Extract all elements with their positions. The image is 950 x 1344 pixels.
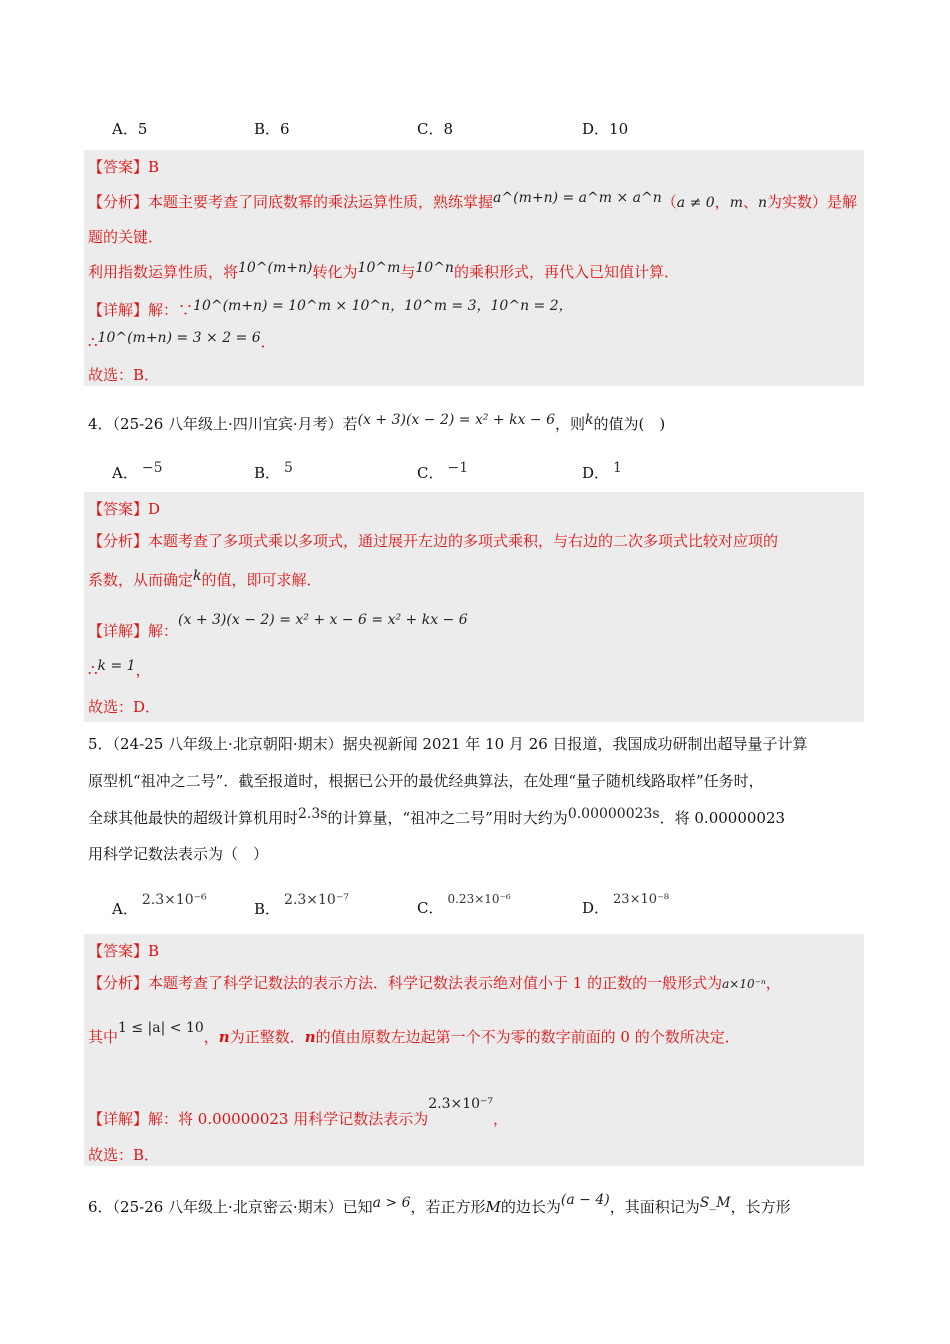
- q5-stem-line4: 用科学记数法表示为（ ）: [88, 845, 269, 863]
- analysis-var: n: [218, 1028, 230, 1046]
- analysis-formula: a×10⁻ⁿ: [722, 977, 766, 991]
- q4-option-b: [254, 460, 293, 483]
- analysis-tag: 【分析】: [88, 193, 149, 211]
- q5-stem-formula: 2.3s: [298, 806, 328, 822]
- option-math: 5: [284, 460, 293, 476]
- analysis-text: 为实数）是解: [767, 193, 858, 211]
- analysis-text: ，: [714, 193, 730, 211]
- analysis-formula: 10^m: [357, 260, 401, 276]
- q4-analysis-line2: [88, 568, 322, 590]
- q5-stem-text: 全球其他最快的超级计算机用时: [88, 809, 299, 827]
- analysis-text: 的乘积形式，再代入已知值计算．: [453, 263, 679, 281]
- q4-choose: 故选：D．: [88, 698, 161, 716]
- analysis-formula: 10^(m+n): [238, 260, 313, 276]
- therefore-end: ．: [260, 333, 276, 351]
- q6-stem-formula: (a − 4): [560, 1192, 610, 1208]
- q5-option-a: [112, 892, 207, 919]
- analysis-formula: 10^n: [415, 260, 454, 276]
- analysis-text: 转化为: [312, 263, 358, 281]
- q6-stem-text: 6．（25-26 八年级上·北京密云·期末）已知: [88, 1198, 373, 1216]
- q4-analysis: [88, 530, 778, 551]
- q3-option-b: B．6: [254, 120, 290, 138]
- q5-option-c: [417, 892, 511, 918]
- q3-answer-box: [84, 150, 864, 386]
- analysis-formula: a^(m+n) = a^m × a^n: [493, 190, 662, 206]
- q5-answer-box: [84, 934, 864, 1166]
- analysis-text: （: [661, 193, 677, 211]
- q5-option-d: [582, 892, 669, 918]
- analysis-text: 、: [742, 193, 758, 211]
- analysis-text: 本题考查了多项式乘以多项式，通过展开左边的多项式乘积，与右边的二次多项式比较对应项的: [148, 532, 779, 550]
- analysis-text: 其中: [88, 1028, 119, 1046]
- q3-detail: [88, 295, 573, 320]
- q4-therefore: [88, 658, 151, 680]
- q5-analysis-line2: [88, 1020, 740, 1047]
- q4-stem-var: k: [585, 412, 594, 428]
- analysis-text: 利用指数运算性质，将: [88, 263, 239, 281]
- detail-formula: 10^(m+n) = 10^m × 10^n，10^m = 3，10^n = 2，: [193, 298, 573, 314]
- option-label: B．: [254, 900, 281, 918]
- q5-options: [112, 892, 872, 920]
- q4-stem-formula: (x + 3)(x − 2) = x² + kx − 6: [357, 412, 555, 428]
- q3-option-a: A．5: [112, 120, 148, 138]
- q6-stem-text: ，其面积记为: [609, 1198, 700, 1216]
- option-math: 2.3×10⁻⁷: [284, 892, 349, 908]
- q5-detail: [88, 1096, 508, 1129]
- analysis-text: 系数，从而确定: [88, 571, 194, 589]
- detail-tag: 【详解】: [88, 301, 149, 319]
- option-label: C．: [417, 464, 444, 482]
- option-label: C．: [417, 899, 444, 917]
- q4-stem: [88, 412, 665, 434]
- analysis-tag: 【分析】: [88, 532, 149, 550]
- q5-stem-formula: 0.00000023s: [567, 806, 660, 822]
- q4-options: [112, 460, 872, 488]
- option-label: D．: [582, 464, 610, 482]
- q6-stem-var: M: [485, 1198, 501, 1216]
- q5-stem-line2: 原型机“祖冲之二号”．截至报道时，根据已公开的最优经典算法，在处理“量子随机线路取样”任务时，: [88, 772, 764, 790]
- detail-formula: 2.3×10⁻⁷: [428, 1096, 494, 1112]
- q3-choose: 故选：B．: [88, 366, 160, 384]
- q3-therefore: [88, 330, 276, 352]
- detail-text: 解：∵: [148, 301, 194, 319]
- analysis-var: m: [729, 195, 743, 211]
- q6-stem-formula: a > 6: [372, 1195, 411, 1211]
- option-math: 0.23×10⁻⁶: [447, 892, 511, 906]
- q3-analysis-line2: 题的关键．: [88, 228, 164, 246]
- detail-text: ，: [493, 1110, 509, 1128]
- analysis-text: ，: [765, 974, 781, 992]
- detail-tag: 【详解】: [88, 622, 149, 640]
- q4-stem-text: ，则: [555, 415, 586, 433]
- analysis-text: ，: [203, 1028, 219, 1046]
- option-math: 1: [613, 460, 622, 476]
- q5-stem-line3: [88, 806, 785, 828]
- q5-choose: 故选：B．: [88, 1146, 160, 1164]
- q4-stem-text: 4．（25-26 八年级上·四川宜宾·月考）若: [88, 415, 358, 433]
- q4-detail: [88, 612, 468, 641]
- q3-analysis-line3: [88, 260, 679, 282]
- analysis-text: 本题考查了科学记数法的表示方法．科学记数法表示绝对值小于 1 的正数的一般形式为: [148, 974, 723, 992]
- q5-analysis: [88, 972, 781, 993]
- option-math: −5: [141, 460, 163, 476]
- q4-answer: 【答案】D: [88, 500, 161, 518]
- q5-stem-line1: 5．（24-25 八年级上·北京朝阳·期末）据央视新闻 2021 年 10 月 26 日报道，我国成功研制出超导量子计算: [88, 735, 808, 753]
- detail-text: 解：: [148, 622, 179, 640]
- detail-formula: (x + 3)(x − 2) = x² + x − 6 = x² + kx − 6: [178, 612, 468, 628]
- q6-stem-text: 的边长为: [500, 1198, 561, 1216]
- option-label: D．: [582, 899, 610, 917]
- q3-option-d: D．10: [582, 120, 629, 138]
- q6-stem-text: ，长方形: [730, 1198, 791, 1216]
- option-math: 23×10⁻⁸: [613, 892, 670, 907]
- therefore-symbol: ∴: [88, 661, 98, 679]
- detail-text: 解：将 0.00000023 用科学记数法表示为: [148, 1110, 429, 1128]
- q5-option-b: [254, 892, 349, 919]
- option-math: −1: [447, 460, 469, 476]
- analysis-formula: 1 ≤ |a| < 10: [118, 1020, 204, 1036]
- option-label: B．: [254, 464, 281, 482]
- analysis-text: 为正整数．: [229, 1028, 305, 1046]
- analysis-tag: 【分析】: [88, 974, 149, 992]
- q3-answer: 【答案】B: [88, 158, 160, 176]
- q5-stem-text: ．将 0.00000023: [659, 809, 786, 827]
- analysis-var: n: [757, 195, 768, 211]
- q4-option-c: [417, 460, 468, 483]
- q4-stem-text: 的值为( ): [593, 415, 666, 433]
- q5-stem-text: 的计算量，“祖冲之二号”用时大约为: [327, 809, 568, 827]
- option-math: 2.3×10⁻⁶: [141, 892, 207, 908]
- therefore-formula: k = 1: [97, 658, 136, 674]
- q3-options: [112, 118, 872, 146]
- analysis-text: 与: [400, 263, 416, 281]
- q3-option-c: C．8: [417, 120, 454, 138]
- q4-answer-box: [84, 492, 864, 722]
- analysis-text: 的值由原数左边起第一个不为零的数字前面的 0 的个数所决定．: [315, 1028, 740, 1046]
- q4-option-a: [112, 460, 162, 483]
- q4-option-d: [582, 460, 622, 483]
- q3-analysis: [88, 190, 857, 212]
- option-label: A．: [112, 900, 138, 918]
- analysis-var: n: [304, 1028, 316, 1046]
- analysis-text: 的值，即可求解．: [201, 571, 322, 589]
- option-label: A．: [112, 464, 138, 482]
- detail-tag: 【详解】: [88, 1110, 149, 1128]
- q6-stem: [88, 1192, 791, 1217]
- q6-stem-text: ，若正方形: [410, 1198, 486, 1216]
- analysis-formula: a ≠ 0: [676, 195, 715, 211]
- q5-answer: 【答案】B: [88, 942, 160, 960]
- therefore-symbol: ∴: [88, 333, 98, 351]
- therefore-formula: 10^(m+n) = 3 × 2 = 6: [97, 330, 261, 346]
- analysis-var: k: [193, 568, 202, 584]
- analysis-text: 本题主要考查了同底数幂的乘法运算性质，熟练掌握: [148, 193, 494, 211]
- therefore-end: ，: [135, 661, 151, 679]
- q6-stem-formula: S_M: [699, 1195, 731, 1211]
